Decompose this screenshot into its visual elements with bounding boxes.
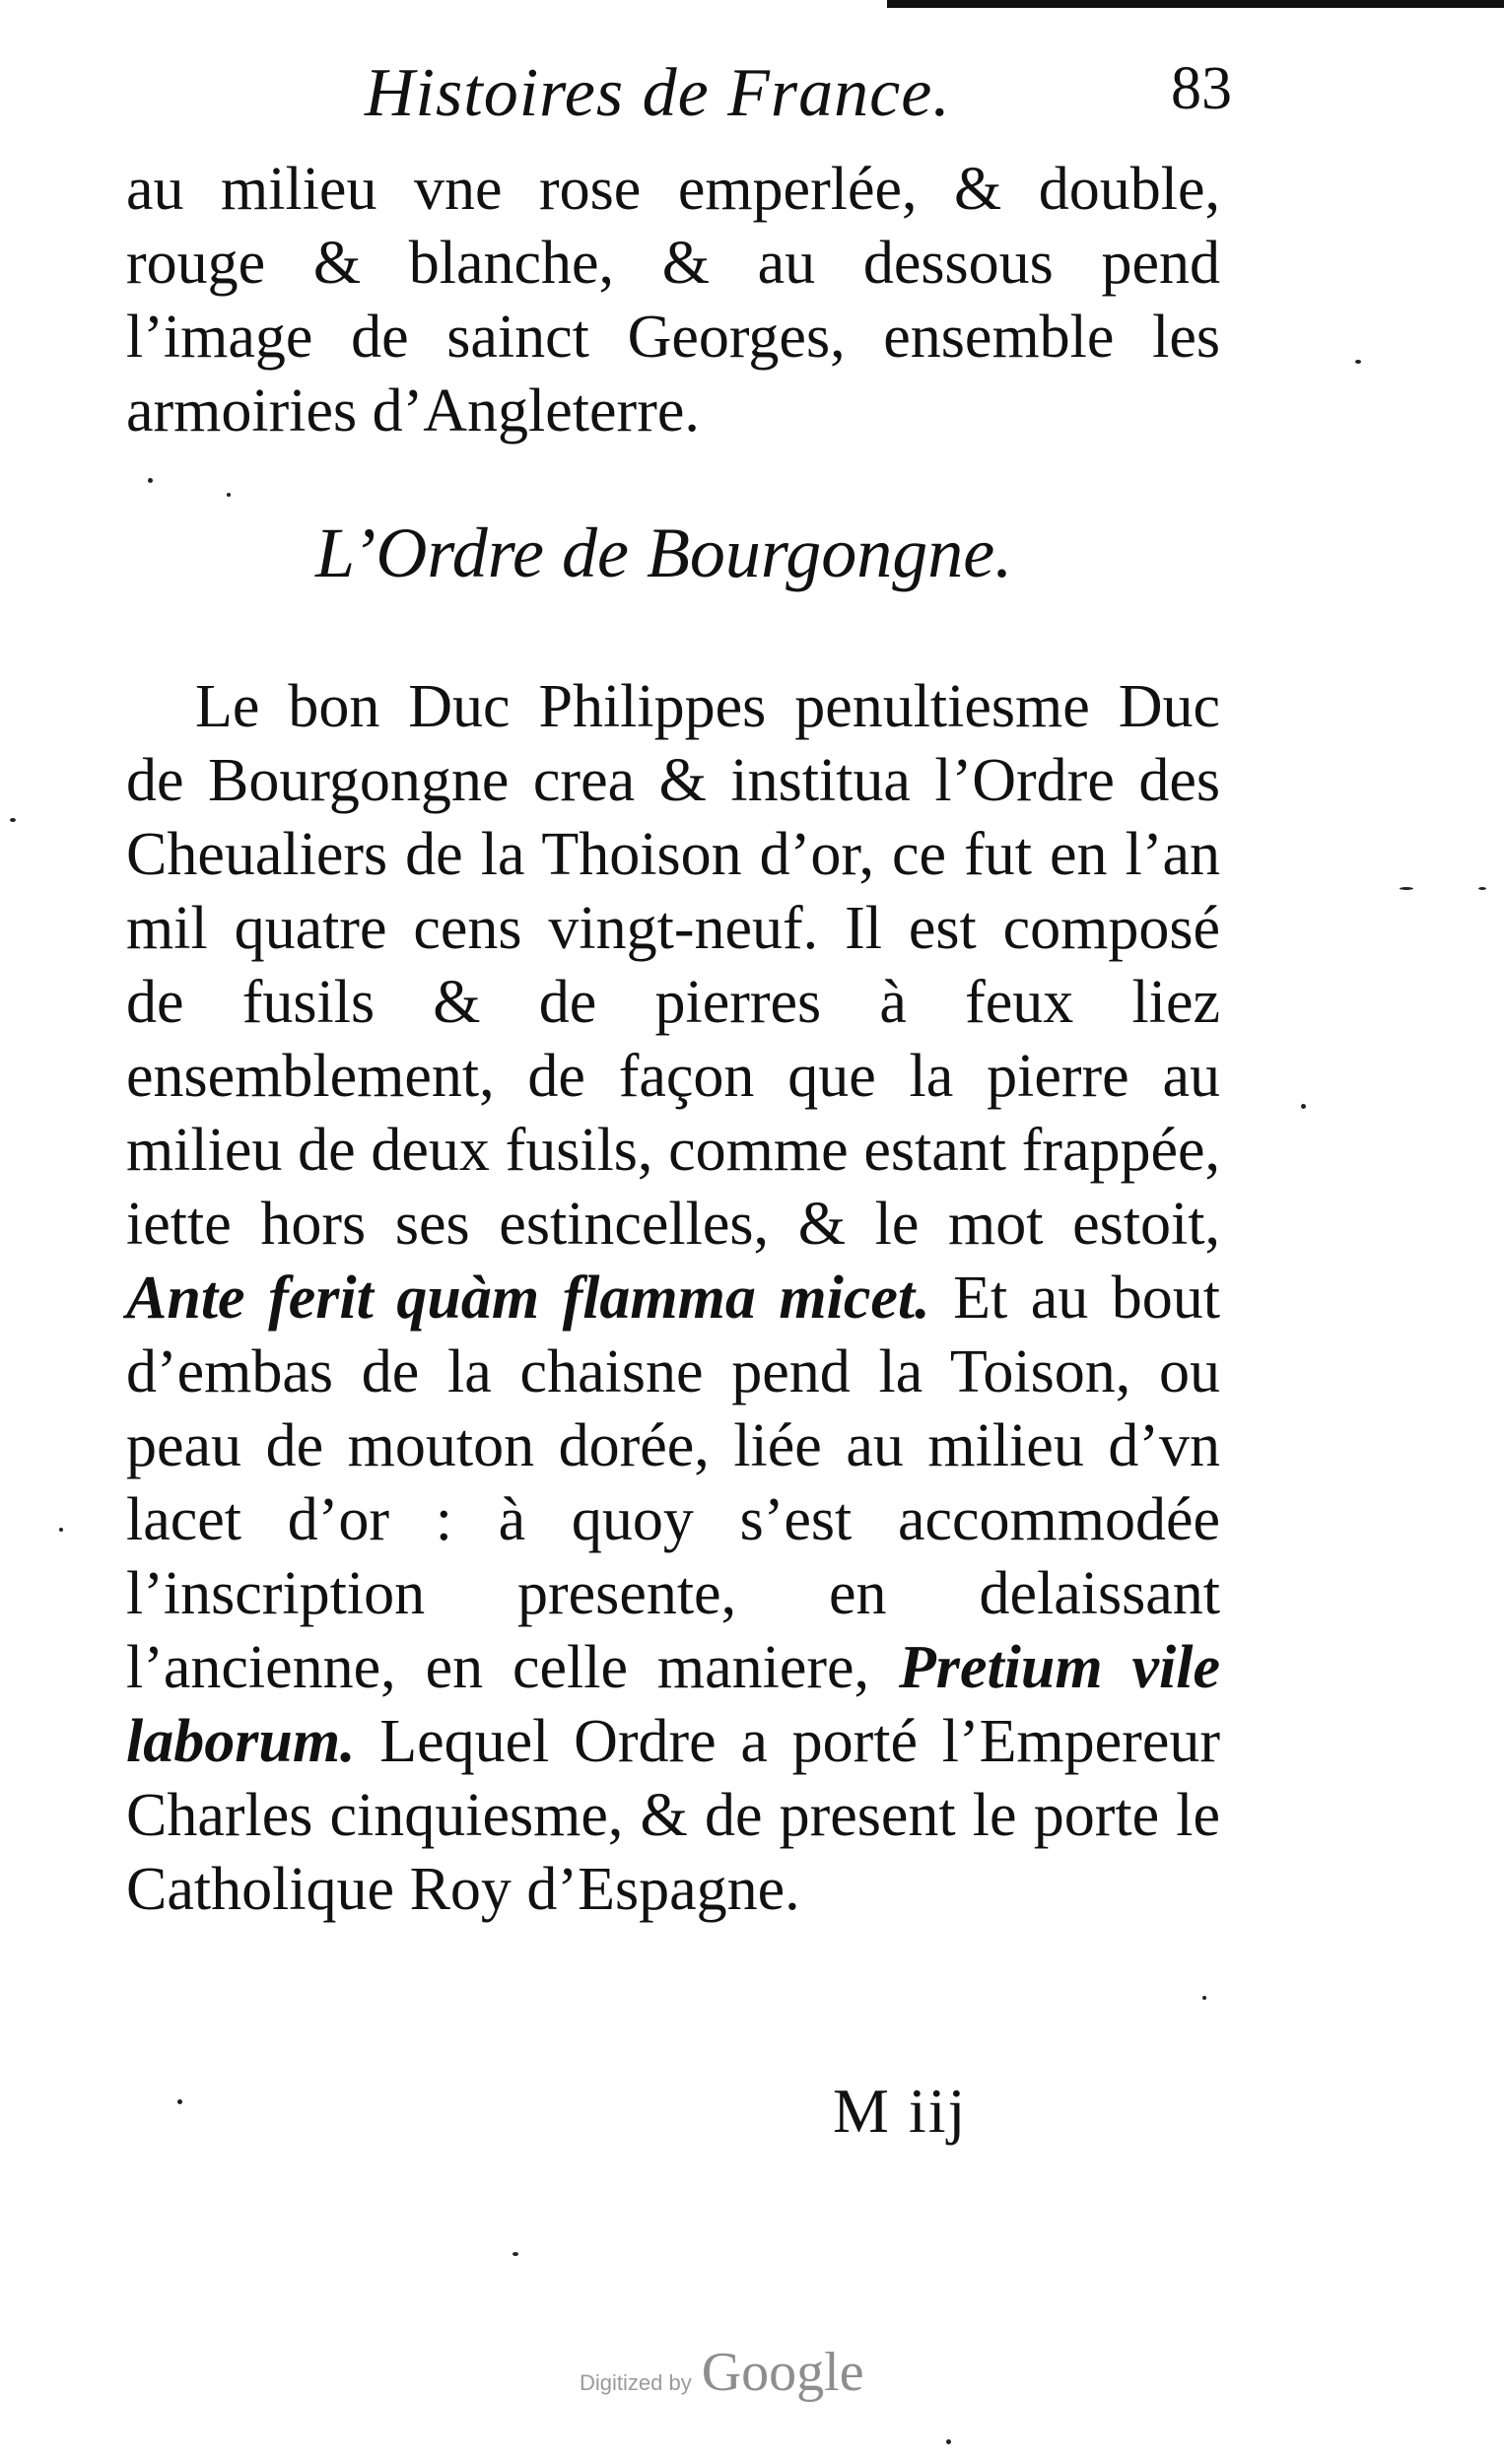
digitization-watermark — [580, 2341, 864, 2404]
top-edge-rule — [887, 0, 1504, 8]
paragraph-continuation: au milieu vne rose emperlée, & double, rouge & blanche, & au dessous pend l’image de sainct Georges, ensemble les armoiries d’Angleterre. — [126, 156, 1220, 445]
scan-speck — [177, 2099, 182, 2104]
scan-speck — [59, 1528, 63, 1532]
page-header — [118, 54, 1232, 153]
scan-speck — [1202, 1996, 1206, 2000]
watermark-prefix: Digitized by — [580, 2370, 692, 2395]
scan-speck — [148, 478, 153, 483]
scan-speck — [513, 2252, 518, 2256]
paragraph-order-of-burgundy — [126, 670, 1220, 1927]
paragraph-text-part-2: Et au bout d’embas de la chaisne pend la Toison, ou peau de mouton dorée, liée au milieu d’vn lacet d’or : à quoy s’est accommodée l’inscription presente, en delaissant l’ancienne, en celle maniere, — [126, 1265, 1221, 1701]
google-logo: Google — [701, 2342, 864, 2403]
scan-speck — [946, 2439, 951, 2444]
signature-mark: M iij — [833, 2076, 968, 2146]
running-title: Histoires de France. — [365, 55, 951, 131]
scan-speck — [227, 493, 231, 497]
page-number: 83 — [1171, 55, 1232, 122]
motto-latin-1: Ante ferit quàm flamma micet. — [126, 1265, 930, 1332]
section-heading: L’Ordre de Bourgongne. — [315, 513, 1013, 592]
scan-speck — [1400, 887, 1413, 890]
scan-speck — [1355, 360, 1361, 364]
paragraph-text-part-1: Le bon Duc Philippes penultiesme Duc de Bourgongne crea & institua l’Ordre des Cheualiers de la Thoison d’or, ce fut en l’an mil quatre cens vingt-neuf. Il est composé de fusils & de pierres à feux liez ensemblement, de façon que la pierre au milieu de deux fusils, comme estant frappée, iette hors ses estincelles, & le mot estoit, — [126, 673, 1220, 1258]
paragraph-text-part-3: Lequel Ordre a porté l’Empereur Charles cinquiesme, & de present le porte le Catholique Roy d’Espagne. — [126, 1708, 1220, 1923]
scan-speck — [10, 818, 16, 822]
scan-speck — [1301, 1104, 1306, 1109]
motto-latin-2: Pretium vile laborum. — [126, 1634, 1220, 1775]
scan-speck — [1478, 887, 1486, 890]
